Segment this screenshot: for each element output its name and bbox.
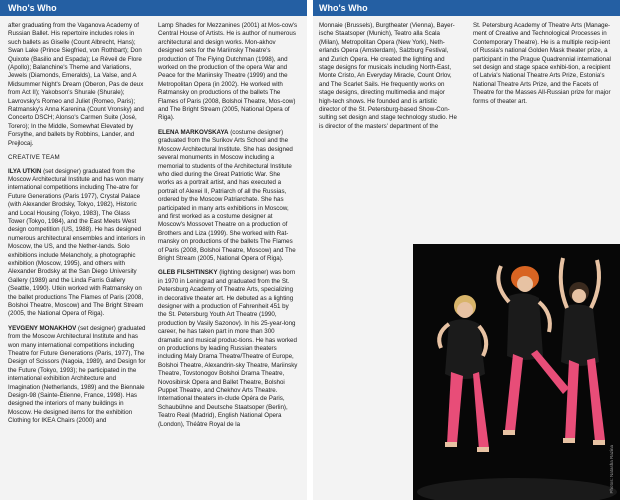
- bio-text: (set designer) graduated from the Moscow Architectural Institute and has won many international competitions including Theatre for Future Generations (Paris, 1977), The Design of Scissors (Nagoia, 1989), and Design for the Future (Tokyo, 1993); he participated in the international exhibition Architecture and Imagination (Netherlands, 1989) and the Biennale Design-98 (Sainte-Étienne, France, 1998). Has designed the interiors of many buildings in Moscow. He designed items for the exhibition Clothing for IKEA Chairs (2000) and: [8, 324, 146, 425]
- bio-yevgeny-monakhov: [8, 325, 148, 426]
- bio-continued: Lamp Shades for Mezzanines (2001) at Mos-cow's Central House of Artists. He is author of numerous architectural and design works. Mon-akhov designed sets for the Mariinsky Theatre's production of The Flying Dutchman (1998), and worked on the production of the opera War and Peace for the Mariinsky Theatre (1999) and the Metropolitan Opera (in 2002). He worked with Ratmansky on productions of the ballets The Flames of Paris (2008, Bolshoi Theatre, Mos-cow) and The Bright Stream (2005, National Opera of Riga).: [158, 22, 298, 122]
- bio-text: (lighting designer) was born in 1970 in Leningrad and graduated from the St. Petersburg Academy of Theatre Arts, specializing in decorative theater art. He debuted as a lighting designer with a production of Fahrenheit 451 by the St. Petersburg Youth Art Theatre (1990, production by Vasily Sazonov). In his 25-year-long career, he has taken part in more than 300 dramatic and musical produc-tions. He has worked on productions by leading Russian theaters including Maly Drama Theatre/Theatre of Europe, Bolshoi Theatre, Alexandrin-sky Theatre, Mariinsky Theatre, Tovstonogov Bolshoi Drama Theatre, Novosibirsk Opera and Ballet Theatre, Bolshoi Puppet Theatre, and Chekhov Arts Theatre. International theaters in-clude Opéra de Paris, Schaubühne and Deutsche Staatsoper (Berlin), Teatro Real (Madrid), English National Opera (London), Théâtre Royal de la: [158, 269, 298, 428]
- section-heading: CREATIVE TEAM: [8, 154, 60, 162]
- bio-elena-markovskaya: [158, 129, 298, 264]
- bio-text: (set designer) graduated from the Moscow Architectural Institute and has won many international competitions including The-atre for Future Generations (Paris 1977), Crystal Palace (with Alexander Brodsky, Tokyo, 1982), Historic and Local Housing (Tokyo, 1983), The Glass Tower (Tokyo, 1984), and the East Meets West design competition (US, 1988). He has designed numerous architectural ensembles and interiors in Moscow, the US, and the Nether-lands. Solo exhibitions include Melancholy, a photographic exhibition (Moscow, 1995), and others with Alexander Brodsky at the San Diego University Gallery (1989) and the Linda Farris Gallery (Seattle, 1990). Utkin worked with Ratmansky on the ballet productions The Flames of Paris (2008, Bolshoi Theatre, Moscow) and The Bright Stream (2005, the National Opera of Riga).: [8, 167, 145, 318]
- left-page: [0, 0, 307, 500]
- dancers-illustration: [413, 244, 620, 500]
- bio-name: YEVGENY MONAKHOV: [8, 324, 77, 332]
- bio-ilya-utkin: [8, 168, 148, 319]
- left-column-1: [8, 22, 148, 432]
- right-column-1: [319, 22, 459, 137]
- bio-continued: after graduating from the Vaganova Academy of Russian Ballet. His repertoire includes roles in such ballets as Giselle (Count Albrecht, Hans); Swan Lake (Prince Siegfried, von Rothbart); Don Quixote (Basilio and Espada); Le Réveil de Flore (Apollo); Balanchine's Theme and Variations, Jewels (Diamonds, Emeralds), La Valse, and A Midsummer Night's Dream (Oberon, Pas de deux from Act II); Yakobson's Shurale (Shurale); Lavrovsky's Romeo and Juliet (Romeo, Paris); Ratmansky's Anna Karenina (Count Vronsky) and Concerto DSCH; Alonso's Carmen Suite (José, Torero); In the Middle, Somewhat Elevated by Forsythe, and ballets by Robbins, Lander, and Prejlocaj.: [8, 22, 144, 147]
- photo-credit: Photos: Natasha Razina: [609, 445, 614, 494]
- page-header: Who's Who: [313, 0, 620, 16]
- bio-name: GLEB FILSHTINSKY: [158, 269, 218, 277]
- right-column-2: [473, 22, 613, 112]
- bio-name: ELENA MARKOVSKAYA: [158, 128, 229, 136]
- bio-continued: St. Petersburg Academy of Theatre Arts (Manage-ment of Creative and Technological Processes in Contemporary Theatre). He is a multiple recip-ient of Russia's national Golden Mask theater prize, a participant in the Prague Quadrennial international set design and stage space exhibi-tion, a recipient of Latvia's National Theatre Arts Prize, Estonia's National Theatre Arts Prize, and the Facets of Theatre for the Masses All-Russian prize for major forms of theater art.: [473, 22, 611, 105]
- right-page: [313, 0, 620, 500]
- bio-text: (costume designer) graduated from the Surikov Arts School and the Moscow Architectural Institute. She has designed several monuments in Moscow including a memorial to students of the Architectural Institute who died during the Great Patriotic War. She works as a portrait artist, and has executed a portrait of Alexei II, Patriarch of all the Russias, ordered by the Moscow Patriarchate. She has participated in many arts exhibitions in Moscow, and first worked as a costume designer at Moscow's Mossovet Theatre on a production of Brothers and Liza (1999). She worked with Rat-mansky on productions of the ballets The Flames of Paris (2008, Bolshoi Theatre, Moscow) and The Bright Stream (2005, National Opera of Riga).: [158, 128, 296, 262]
- ballet-photo: [413, 244, 620, 500]
- bio-continued: Monnaie (Brussels), Burgtheater (Vienna), Bayer-ische Staatsoper (Munich), Teatro alla Scala (Milan), Metropolitan Opera (New York), Neth-erlands Opera (Amsterdam), Salzburg Festival, and Zurich Opera. He created the lighting and stage designs for musicals including North-East, Monte Cristo, An Everyday Miracle, Count Orlov, and The Scarlet Sails. He frequently works on stage designs, directing multimedia and major high-tech shows. He founded and is artistic director of the St. Petersburg-based Show-Con-sulting set design and stage technology studio. He is director of the masters' department of the: [319, 22, 457, 130]
- bio-name: ILYA UTKIN: [8, 167, 42, 175]
- page-header: Who's Who: [0, 0, 307, 16]
- left-column-2: [158, 22, 298, 435]
- bio-gleb-filshtinsky: [158, 269, 298, 429]
